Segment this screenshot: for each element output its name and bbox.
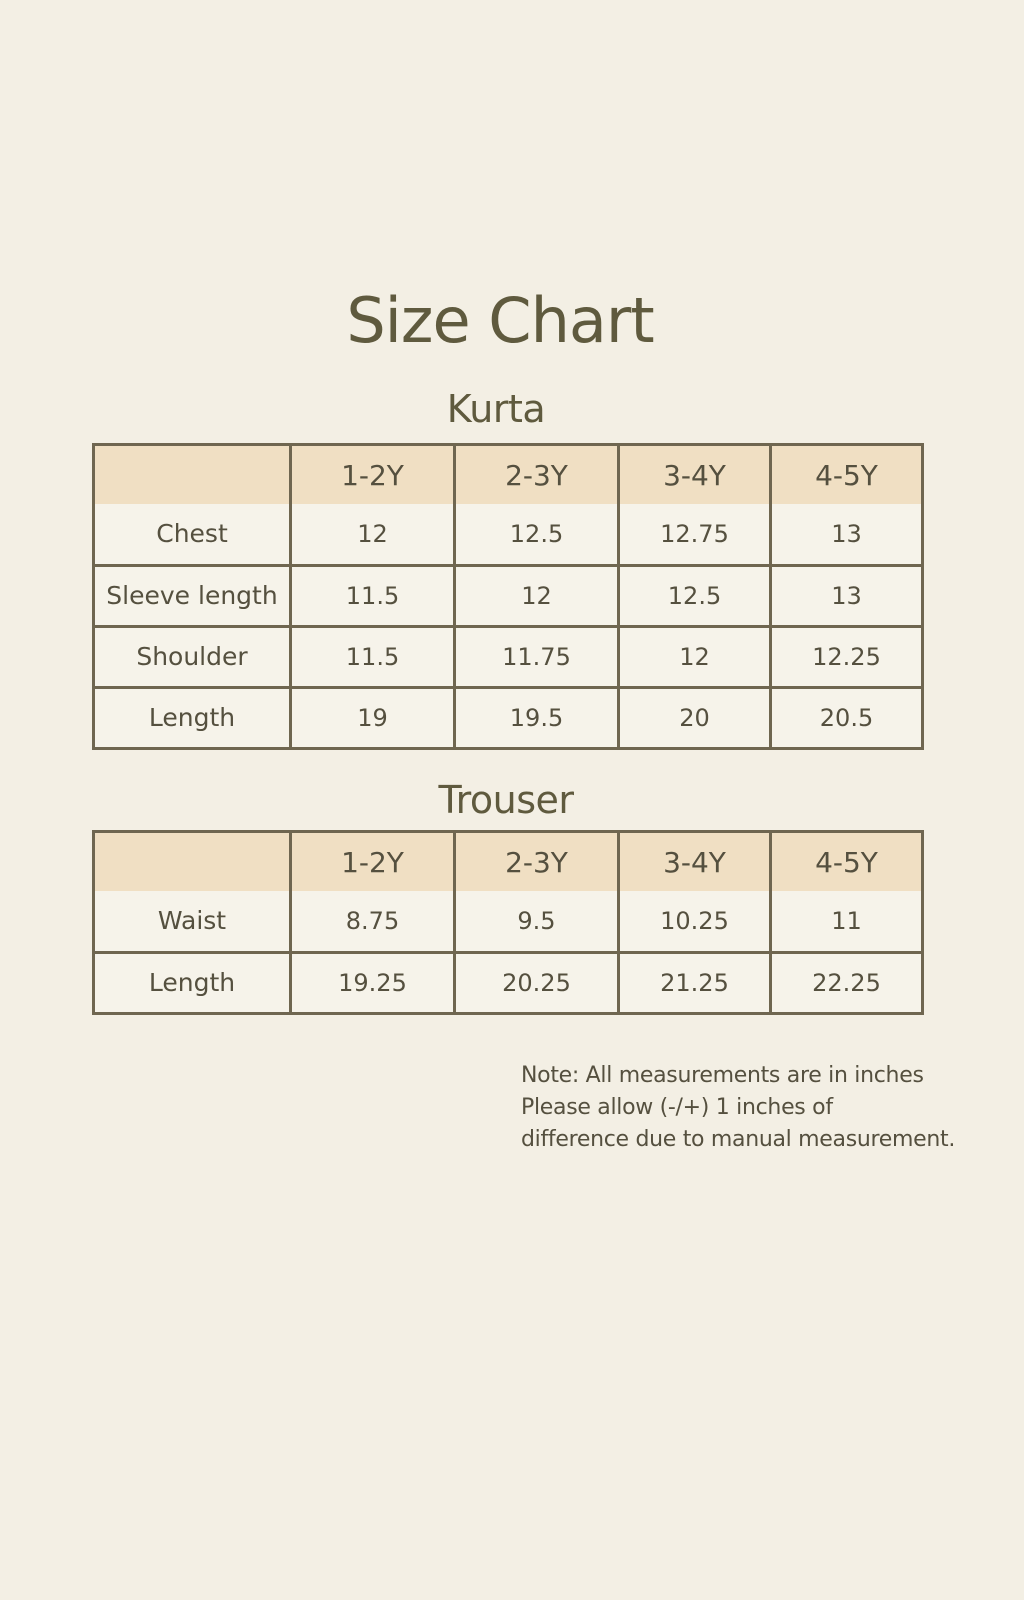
table-cell: 20 (619, 687, 771, 748)
table-header-row (94, 445, 923, 505)
table-cell: 21.25 (619, 952, 771, 1013)
row-label-length: Length (94, 952, 291, 1013)
size-header: 2-3Y (455, 445, 619, 505)
size-header: 4-5Y (771, 445, 923, 505)
row-label-waist: Waist (94, 891, 291, 952)
kurta-size-table (92, 443, 924, 750)
table-cell: 13 (771, 504, 923, 565)
kurta-section-title: Kurta (446, 387, 546, 431)
table-cell: 12.75 (619, 504, 771, 565)
size-header: 1-2Y (291, 445, 455, 505)
table-cell: 12 (455, 565, 619, 626)
note-line: Note: All measurements are in inches (521, 1063, 924, 1088)
table-cell: 11.75 (455, 626, 619, 687)
table-row (94, 952, 923, 1013)
size-header: 2-3Y (455, 832, 619, 892)
table-cell: 11.5 (291, 565, 455, 626)
table-cell: 11.5 (291, 626, 455, 687)
note-line: difference due to manual measurement. (521, 1127, 956, 1152)
table-row (94, 687, 923, 748)
row-label-shoulder: Shoulder (94, 626, 291, 687)
table-cell: 12.25 (771, 626, 923, 687)
table-cell: 22.25 (771, 952, 923, 1013)
table-cell: 12.5 (619, 565, 771, 626)
table-cell: 12 (619, 626, 771, 687)
table-cell: 12.5 (455, 504, 619, 565)
table-cell: 11 (771, 891, 923, 952)
table-cell: 10.25 (619, 891, 771, 952)
corner-cell (94, 832, 291, 892)
table-cell: 13 (771, 565, 923, 626)
table-row (94, 626, 923, 687)
row-label-sleeve-length: Sleeve length (94, 565, 291, 626)
corner-cell (94, 445, 291, 505)
size-header: 1-2Y (291, 832, 455, 892)
size-header: 3-4Y (619, 832, 771, 892)
table-row (94, 891, 923, 952)
table-cell: 20.25 (455, 952, 619, 1013)
table-cell: 19.25 (291, 952, 455, 1013)
table-cell: 19 (291, 687, 455, 748)
table-cell: 20.5 (771, 687, 923, 748)
table-header-row (94, 832, 923, 892)
page-title: Size Chart (346, 284, 654, 357)
table-cell: 9.5 (455, 891, 619, 952)
row-label-chest: Chest (94, 504, 291, 565)
trouser-size-table (92, 830, 924, 1015)
table-row (94, 504, 923, 565)
size-header: 4-5Y (771, 832, 923, 892)
table-cell: 19.5 (455, 687, 619, 748)
table-cell: 8.75 (291, 891, 455, 952)
measurement-note (521, 1060, 1001, 1156)
size-header: 3-4Y (619, 445, 771, 505)
table-cell: 12 (291, 504, 455, 565)
table-row (94, 565, 923, 626)
note-line: Please allow (-/+) 1 inches of (521, 1095, 833, 1120)
row-label-length: Length (94, 687, 291, 748)
trouser-section-title: Trouser (438, 778, 574, 822)
